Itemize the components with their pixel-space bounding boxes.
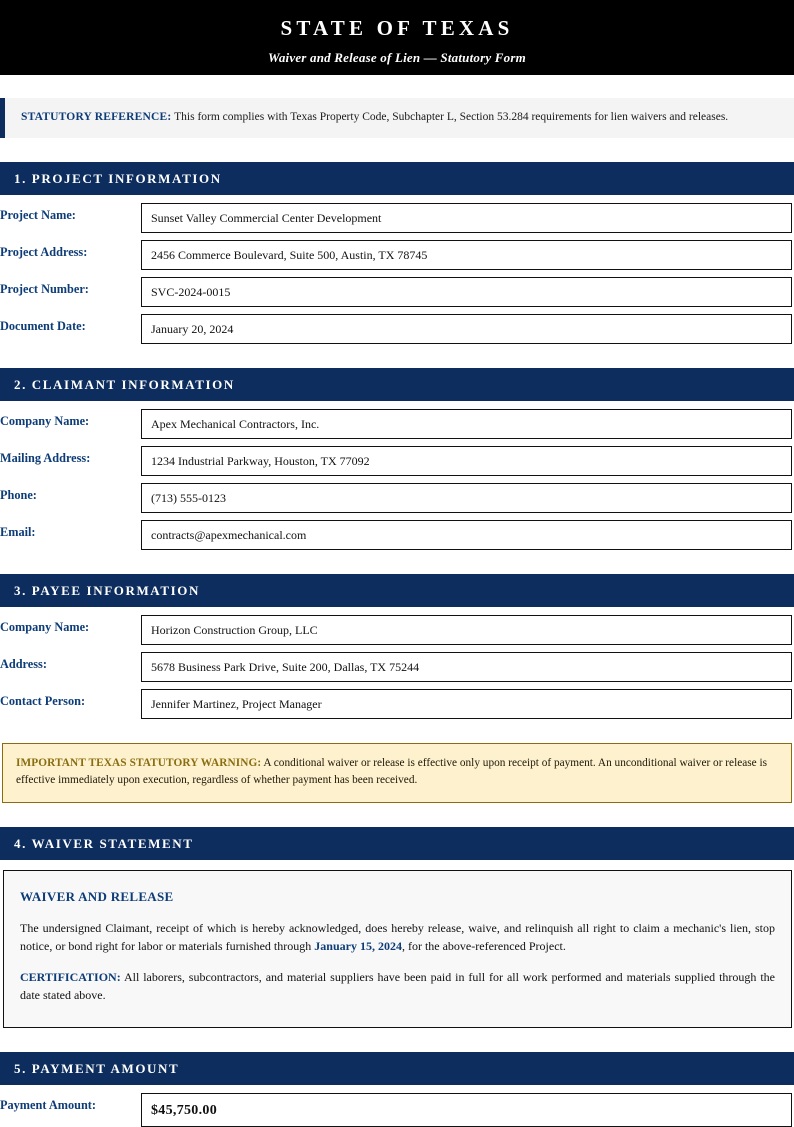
statutory-reference-label: STATUTORY REFERENCE: bbox=[21, 111, 172, 123]
field-row-payee-address bbox=[0, 652, 794, 682]
field-row-payment-amount bbox=[0, 1093, 794, 1127]
field-row-claimant-mailing-address bbox=[0, 446, 794, 476]
waiver-paragraph-text-after: , for the above-referenced Project. bbox=[401, 939, 566, 954]
page-subtitle: Waiver and Release of Lien — Statutory Form bbox=[268, 50, 526, 66]
field-row-project-name bbox=[0, 203, 794, 233]
field-value-payee-company-name[interactable]: Horizon Construction Group, LLC bbox=[141, 615, 792, 645]
field-label-payment-amount: Payment Amount: bbox=[0, 1098, 96, 1113]
field-value-payee-address[interactable]: 5678 Business Park Drive, Suite 200, Dallas, TX 75244 bbox=[141, 652, 792, 682]
field-row-claimant-phone bbox=[0, 483, 794, 513]
field-row-payee-contact-person bbox=[0, 689, 794, 719]
field-value-claimant-mailing-address[interactable]: 1234 Industrial Parkway, Houston, TX 77092 bbox=[141, 446, 792, 476]
field-value-document-date[interactable]: January 20, 2024 bbox=[141, 314, 792, 344]
waiver-release-paragraph bbox=[20, 919, 775, 956]
statutory-warning-text: A conditional waiver or release is effective only upon receipt of payment. An unconditional waiver or release is effective immediately upon execution, regardless of whether payment has been received. bbox=[16, 756, 768, 787]
field-label-payee-company-name: Company Name: bbox=[0, 619, 90, 634]
field-label-claimant-company-name: Company Name: bbox=[0, 413, 90, 428]
waiver-through-date: January 15, 2024 bbox=[314, 939, 402, 954]
field-label-document-date: Document Date: bbox=[0, 318, 86, 333]
field-value-project-number[interactable]: SVC-2024-0015 bbox=[141, 277, 792, 307]
section-header-waiver-statement: 4. WAIVER STATEMENT bbox=[0, 827, 794, 860]
field-label-claimant-email: Email: bbox=[0, 524, 36, 539]
field-label-payee-address: Address: bbox=[0, 656, 47, 671]
field-value-claimant-email[interactable]: contracts@apexmechanical.com bbox=[141, 520, 792, 550]
field-value-claimant-phone[interactable]: (713) 555-0123 bbox=[141, 483, 792, 513]
field-label-claimant-mailing-address: Mailing Address: bbox=[0, 450, 91, 465]
field-row-payee-company-name bbox=[0, 615, 794, 645]
section-header-payment-amount: 5. PAYMENT AMOUNT bbox=[0, 1052, 794, 1085]
statutory-reference-wrapper bbox=[0, 98, 794, 138]
field-value-project-name[interactable]: Sunset Valley Commercial Center Development bbox=[141, 203, 792, 233]
field-row-project-number bbox=[0, 277, 794, 307]
statutory-reference-text: This form complies with Texas Property Code, Subchapter L, Section 53.284 requirements for lien waivers and releases. bbox=[171, 111, 729, 123]
field-row-claimant-email bbox=[0, 520, 794, 550]
payee-information-fields bbox=[0, 607, 794, 719]
statutory-warning-callout bbox=[2, 743, 792, 803]
field-label-claimant-phone: Phone: bbox=[0, 487, 37, 502]
section-header-claimant-information: 2. CLAIMANT INFORMATION bbox=[0, 368, 794, 401]
statutory-reference-callout bbox=[0, 98, 794, 138]
field-value-claimant-company-name[interactable]: Apex Mechanical Contractors, Inc. bbox=[141, 409, 792, 439]
field-label-project-address: Project Address: bbox=[0, 244, 88, 259]
waiver-box-title: WAIVER AND RELEASE bbox=[20, 888, 174, 904]
field-value-payment-amount[interactable]: $45,750.00 bbox=[141, 1093, 792, 1127]
field-label-project-name: Project Name: bbox=[0, 207, 76, 222]
certification-text: All laborers, subcontractors, and material suppliers have been paid in full for all work performed and materials supplied through the date stated above. bbox=[20, 969, 775, 1003]
waiver-and-release-box bbox=[3, 870, 792, 1028]
payment-amount-fields bbox=[0, 1085, 794, 1127]
field-value-project-address[interactable]: 2456 Commerce Boulevard, Suite 500, Austin, TX 78745 bbox=[141, 240, 792, 270]
certification-paragraph bbox=[20, 968, 775, 1005]
waiver-paragraph-text-before: The undersigned Claimant, receipt of which is hereby acknowledged, does hereby release, waive, and relinquish all right to claim a mechanic's lien, stop notice, or bond right for labor or materials furnished through bbox=[20, 920, 775, 954]
page-title: STATE OF TEXAS bbox=[280, 16, 514, 40]
field-row-claimant-company-name bbox=[0, 409, 794, 439]
field-value-payee-contact-person[interactable]: Jennifer Martinez, Project Manager bbox=[141, 689, 792, 719]
statutory-warning-label: IMPORTANT TEXAS STATUTORY WARNING: bbox=[16, 756, 262, 769]
project-information-fields bbox=[0, 195, 794, 344]
document-masthead bbox=[0, 0, 794, 75]
certification-label: CERTIFICATION: bbox=[20, 969, 121, 984]
field-label-payee-contact-person: Contact Person: bbox=[0, 693, 86, 708]
section-header-payee-information: 3. PAYEE INFORMATION bbox=[0, 574, 794, 607]
section-header-project-information: 1. PROJECT INFORMATION bbox=[0, 162, 794, 195]
claimant-information-fields bbox=[0, 401, 794, 550]
field-row-document-date bbox=[0, 314, 794, 344]
field-label-project-number: Project Number: bbox=[0, 281, 89, 296]
field-row-project-address bbox=[0, 240, 794, 270]
